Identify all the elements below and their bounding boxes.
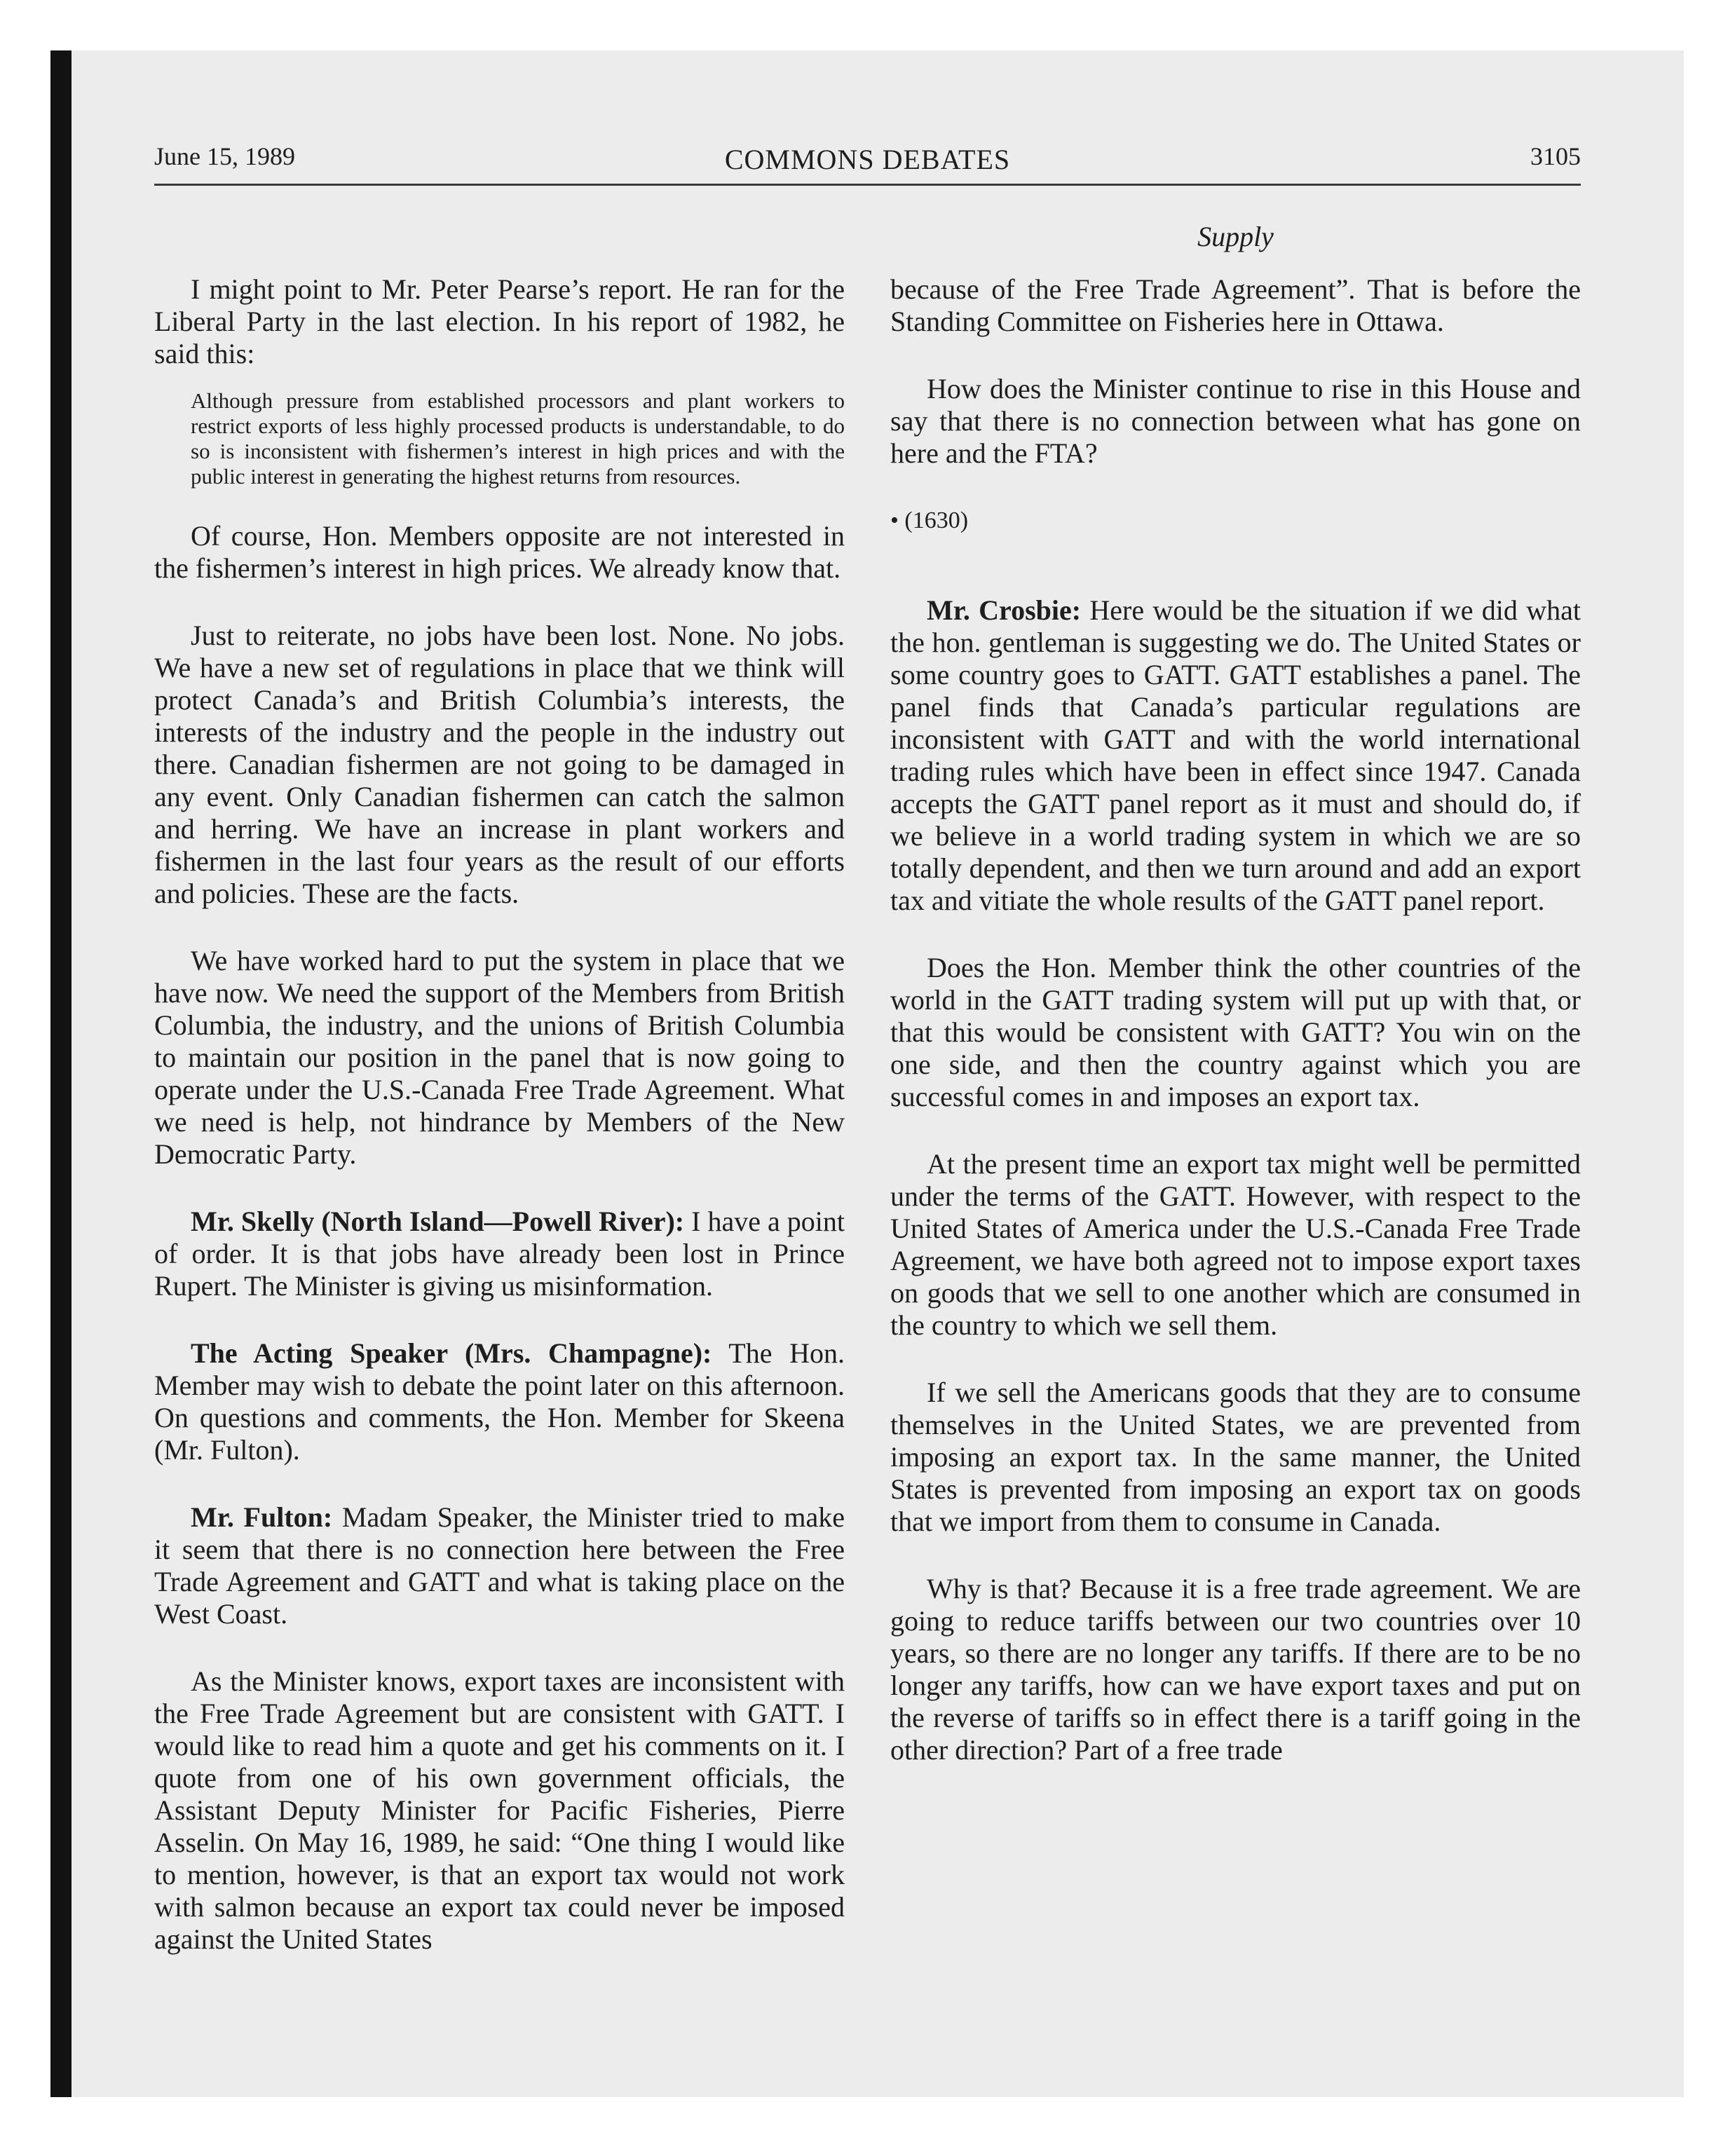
paragraph: because of the Free Trade Agreement”. That is before the Standing Committee on Fisheries here in Ottawa. bbox=[890, 273, 1581, 337]
page-number: 3105 bbox=[1530, 142, 1581, 170]
block-quote: Although pressure from established processors and plant workers to restrict exports of less highly processed products is understandable, to do so is inconsistent with fishermen’s interest in high prices and with the public interest in generating the highest returns from resources. bbox=[191, 388, 845, 489]
paragraph: I might point to Mr. Peter Pearse’s report. He ran for the Liberal Party in the last election. In his report of 1982, he said this: bbox=[154, 273, 845, 369]
speaker-paragraph bbox=[154, 1206, 845, 1302]
speaker-name: Mr. Skelly (North Island—Powell River): bbox=[191, 1206, 685, 1237]
speech-text: Here would be the situation if we did what the hon. gentleman is suggesting we do. The United States or some country goes to GATT. GATT establishes a panel. The panel finds that Canada’s particular regulations are inconsistent with GATT and with the world international trading rules which have been in effect since 1947. Canada accepts the GATT panel report as it must and should do, if we believe in a world trading system in which we are so totally dependent, and then we turn around and add an export tax and vitiate the whole results of the GATT panel report. bbox=[890, 594, 1581, 916]
speaker-name: Mr. Crosbie: bbox=[927, 594, 1082, 626]
time-marker: • (1630) bbox=[890, 507, 969, 533]
speaker-name: The Acting Speaker (Mrs. Champagne): bbox=[191, 1337, 712, 1369]
section-label: Supply bbox=[1197, 221, 1274, 252]
paragraph: As the Minister knows, export taxes are inconsistent with the Free Trade Agreement but are consistent with GATT. I would like to read him a quote and get his comments on it. I quote from one of his own government officials, the Assistant Deputy Minister for Pacific Fisheries, Pierre Asselin. On May 16, 1989, he said: “One thing I would like to mention, however, is that an export tax would not work with salmon because an export tax could never be imposed against the United States bbox=[154, 1665, 845, 1955]
speech-text: The Hon. Member may wish to debate the point later on this afternoon. On questions and comments, the Hon. Member for Skeena (Mr. Fulton). bbox=[154, 1337, 845, 1466]
paragraph: If we sell the Americans goods that they are to consume themselves in the United States, we are prevented from imposing an export tax. In the same manner, the United States is prevented from imposing an export tax on goods that we import from them to consume in Canada. bbox=[890, 1377, 1581, 1537]
paragraph: At the present time an export tax might well be permitted under the terms of the GATT. However, with respect to the United States of America under the U.S.-Canada Free Trade Agreement, we have both agreed not to impose export taxes on goods that we sell to one another which are consumed in the country to which we sell them. bbox=[890, 1148, 1581, 1341]
paragraph: Of course, Hon. Members opposite are not interested in the fishermen’s interest in high prices. We already know that. bbox=[154, 520, 845, 584]
speech-text: I have a point of order. It is that jobs have already been lost in Prince Rupert. The Minister is giving us misinformation. bbox=[154, 1206, 845, 1302]
paragraph: We have worked hard to put the system in place that we have now. We need the support of the Members from British Columbia, the industry, and the unions of British Columbia to maintain our position in the panel that is now going to operate under the U.S.-Canada Free Trade Agreement. What we need is help, not hindrance by Members of the New Democratic Party. bbox=[154, 945, 845, 1170]
speaker-name: Mr. Fulton: bbox=[191, 1501, 333, 1533]
paragraph: Just to reiterate, no jobs have been lost. None. No jobs. We have a new set of regulations in place that we think will protect Canada’s and British Columbia’s interests, the interests of the industry and the people in the industry out there. Canadian fishermen are not going to be damaged in any event. Only Canadian fishermen can catch the salmon and herring. We have an increase in plant workers and fishermen in the last four years as the result of our efforts and policies. These are the facts. bbox=[154, 620, 845, 909]
speaker-paragraph bbox=[154, 1337, 845, 1466]
right-column bbox=[890, 273, 1581, 1801]
speech-text: Madam Speaker, the Minister tried to make it seem that there is no connection here between the Free Trade Agreement and GATT and what is taking place on the West Coast. bbox=[154, 1501, 845, 1630]
running-header bbox=[154, 137, 1581, 186]
header-title: COMMONS DEBATES bbox=[724, 144, 1011, 175]
paragraph: Does the Hon. Member think the other countries of the world in the GATT trading system will put up with that, or that this would be consistent with GATT? You win on the one side, and then the country against which you are successful comes in and imposes an export tax. bbox=[890, 952, 1581, 1112]
paragraph: How does the Minister continue to rise in this House and say that there is no connection between what has gone on here and the FTA? bbox=[890, 373, 1581, 469]
header-date: June 15, 1989 bbox=[154, 142, 295, 170]
speaker-paragraph bbox=[154, 1501, 845, 1630]
paragraph: Why is that? Because it is a free trade agreement. We are going to reduce tariffs between our two countries over 10 years, so there are no longer any tariffs. If there are to be no longer any tariffs, how can we have export taxes and put on the reverse of tariffs so in effect there is a tariff going in the other direction? Part of a free trade bbox=[890, 1573, 1581, 1766]
speaker-paragraph bbox=[890, 594, 1581, 917]
left-column bbox=[154, 273, 845, 1991]
scan-border-edge bbox=[50, 50, 72, 2097]
